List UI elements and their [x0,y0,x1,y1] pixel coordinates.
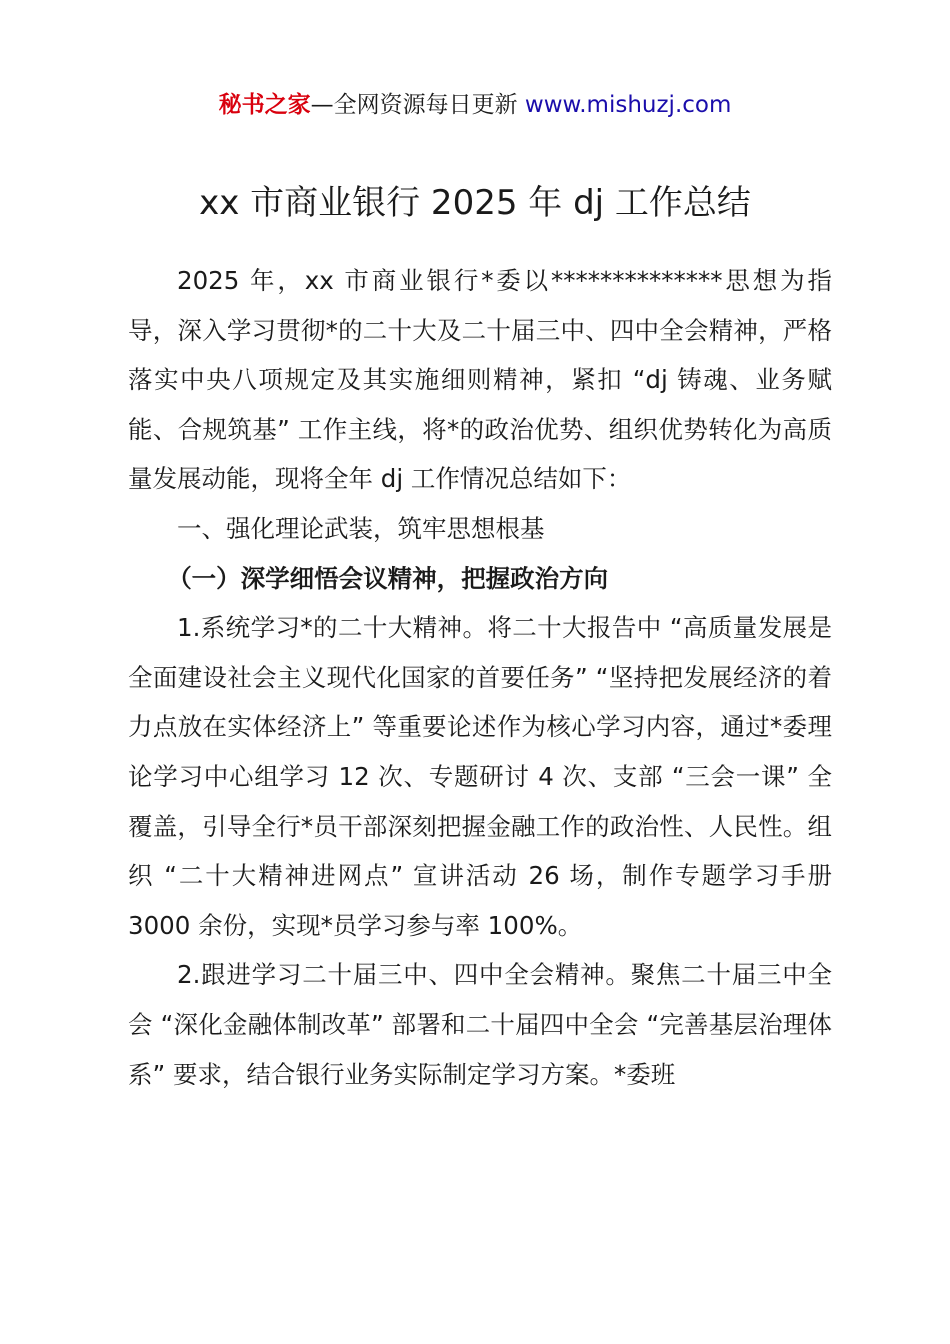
item-paragraph-1: 1.系统学习*的二十大精神。将二十大报告中 “高质量发展是全面建设社会主义现代化国家的首要任务” “坚持把发展经济的着力点放在实体经济上” 等重要论述作为核心学习内容，通过*委理论学习中心组学习 12 次、专题研讨 4 次、支部 “三会一课” 全覆盖，引导全行*员干部深刻把握金融工作的政治性、人民性。组织 “二十大精神进网点” 宣讲活动 26 场，制作专题学习手册 3000 余份，实现*员学习参与率 100%。 [128,613,832,940]
intro-paragraph: 2025 年，xx 市商业银行*委以**************思想为指导，深入学习贯彻*的二十大及二十届三中、四中全会精神，严格落实中央八项规定及其实施细则精神，紧扣 “dj 铸魂、业务赋能、合规筑基” 工作主线，将*的政治优势、组织优势转化为高质量发展动能，现将全年 dj 工作情况总结如下： [128,266,832,494]
document-title: xx 市商业银行 2025 年 dj 工作总结 [199,183,751,223]
document-body [128,256,832,1099]
item-paragraph-2: 2.跟进学习二十届三中、四中全会精神。聚焦二十届三中全会 “深化金融体制改革” 部署和二十届四中全会 “完善基层治理体系” 要求，结合银行业务实际制定学习方案。*委班 [128,960,832,1089]
site-url-link[interactable]: www.mishuzj.com [524,92,732,118]
brand-name: 秘书之家 [218,92,311,118]
header-tagline: —全网资源每日更新 [310,92,525,118]
site-header [0,88,950,122]
section-heading: 一、强化理论武装，筑牢思想根基 [177,513,545,543]
subsection-heading: （一）深学细悟会议精神，把握政治方向 [167,563,609,593]
